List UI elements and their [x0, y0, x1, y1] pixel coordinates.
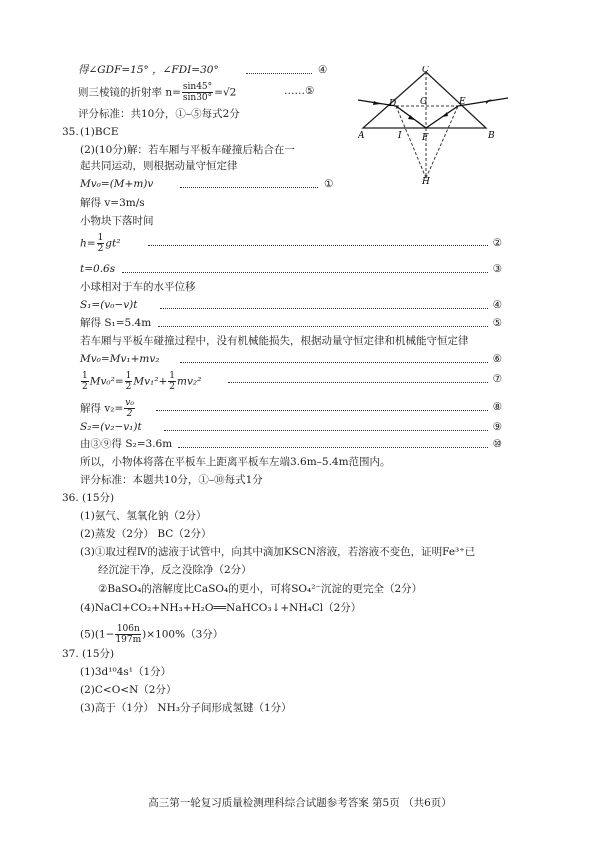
leader-dots	[180, 187, 318, 188]
equation-mark: ⑩	[492, 438, 502, 450]
leader-dots	[228, 382, 488, 383]
label-a: A	[358, 131, 365, 141]
scoring-note: 评分标准：共10分，①–⑤每式2分	[78, 108, 240, 120]
q35-conclusion: 所以，小物体将落在平板车上距离平板车左端3.6m–5.4m范围内。	[80, 456, 391, 468]
q35-scoring: 评分标准：本题共10分，①–⑩每式1分	[80, 474, 263, 486]
refraction-index: 则三棱镜的折射率 n= $\frac{\sin 45^\circ}{\sin 30^\circ}$ =√2	[78, 82, 237, 103]
leader-dots	[246, 73, 312, 74]
equation-mark: ④	[492, 299, 502, 311]
label-c: C	[422, 66, 429, 75]
q35-intro-2: 起共同运动，则根据动量守恒定律	[80, 160, 238, 172]
q36-part4: (4)NaCl+CO₂+NH₃+H₂O══NaHCO₃↓+NH₄Cl（2分）	[80, 602, 362, 614]
equation-mark: ⑨	[492, 421, 502, 433]
equation-5: 解得 S₁=5.4m	[80, 317, 152, 329]
label-h: H	[422, 177, 430, 184]
equation-mark: ②	[492, 237, 502, 249]
q35-part1: (1)BCE	[80, 126, 119, 138]
label-e: E	[459, 97, 466, 107]
equation-8: 解得 v₂= $\frac{\text{v₀}}{2}$	[80, 398, 134, 419]
equation-mark: ⑧	[492, 401, 502, 413]
q36-header: 36. (15分)	[62, 492, 115, 504]
fall-time-label: 小物块下落时间	[80, 215, 154, 227]
leader-dots	[122, 272, 488, 273]
leader-dots	[164, 430, 488, 431]
prism-diagram	[358, 66, 508, 184]
q36-part2: (2)蒸发（2分） BC（2分）	[80, 528, 212, 540]
leader-dots	[160, 308, 488, 309]
equation-3: t=0.6s	[80, 263, 116, 275]
q37-part3: (3)高于（1分） NH₃分子间形成氢键（1分）	[80, 702, 292, 714]
label-f: F	[422, 133, 429, 143]
q35-intro-1: (2)(10分)解：若车厢与平板车碰撞后粘合在一	[80, 144, 295, 156]
page-footer: 高三第一轮复习质量检测理科综合试题参考答案 第5页 （共6页）	[148, 797, 452, 809]
equation-7: $\frac{1}{2}$ Mv₀²= $\frac{1}{2}$ Mv₁²+ $\frac{1}{2}$ mv₂²	[82, 371, 202, 392]
leader-dots	[158, 326, 488, 327]
q37-part1: (1)3d¹⁰4s¹（1分）	[80, 666, 172, 678]
solve-v: 解得 v=3m/s	[80, 197, 145, 209]
equation-mark: ①	[324, 178, 334, 190]
q35-number: 35.	[62, 126, 79, 138]
relative-displacement-label: 小球相对于车的水平位移	[80, 281, 196, 293]
equation-mark: ……⑤	[284, 85, 315, 97]
equation-4: S₁=(v₀−v)t	[80, 299, 138, 311]
leader-dots	[178, 447, 488, 448]
q36-part5: (5)(1− $\frac{106n}{197m}$ )×100%（3分）	[80, 624, 224, 645]
equation-mark: ⑥	[492, 353, 502, 365]
label-b: B	[488, 131, 495, 141]
q37-part2: (2)C<O<N（2分）	[80, 684, 177, 696]
equation-mark: ⑤	[492, 317, 502, 329]
equation-9: S₂=(v₂−v₁)t	[80, 421, 142, 433]
q36-part3c: ②BaSO₄的溶解度比CaSO₄的更小，可将SO₄²⁻沉淀的更完全（2分）	[98, 583, 423, 595]
equation-10: 由③⑨得 S₂=3.6m	[80, 438, 173, 450]
angle-result: 得∠GDF=15° ，∠FDI=30°	[78, 64, 219, 76]
leader-dots	[148, 245, 488, 246]
equation-mark: ③	[492, 263, 502, 275]
label-i: I	[398, 131, 402, 141]
label-d: D	[389, 99, 397, 109]
q36-part3a: (3)①取过程Ⅳ的滤液于试管中，向其中滴加KSCN溶液，若溶液不变色，证明Fe³⁺已	[80, 546, 476, 558]
equation-2: h= $\frac{1}{2}$ gt²	[80, 233, 121, 254]
q36-part3b: 经沉淀干净，反之没除净（2分）	[98, 564, 252, 576]
equation-mark: ④	[318, 64, 328, 76]
equation-mark: ⑦	[492, 373, 502, 385]
q37-header: 37. (15分)	[62, 648, 115, 660]
equation-6: Mv₀=Mv₁+mv₂	[80, 353, 160, 365]
label-g: G	[420, 97, 428, 107]
leader-dots	[156, 410, 488, 411]
equation-1: Mv₀=(M+m)v	[80, 178, 154, 190]
elastic-note: 若车厢与平板车碰撞过程中，没有机械能损失，根据动量守恒定律和机械能守恒定律	[80, 335, 469, 347]
q36-part1: (1)氨气、氢氧化钠（2分）	[80, 510, 207, 522]
leader-dots	[180, 362, 488, 363]
